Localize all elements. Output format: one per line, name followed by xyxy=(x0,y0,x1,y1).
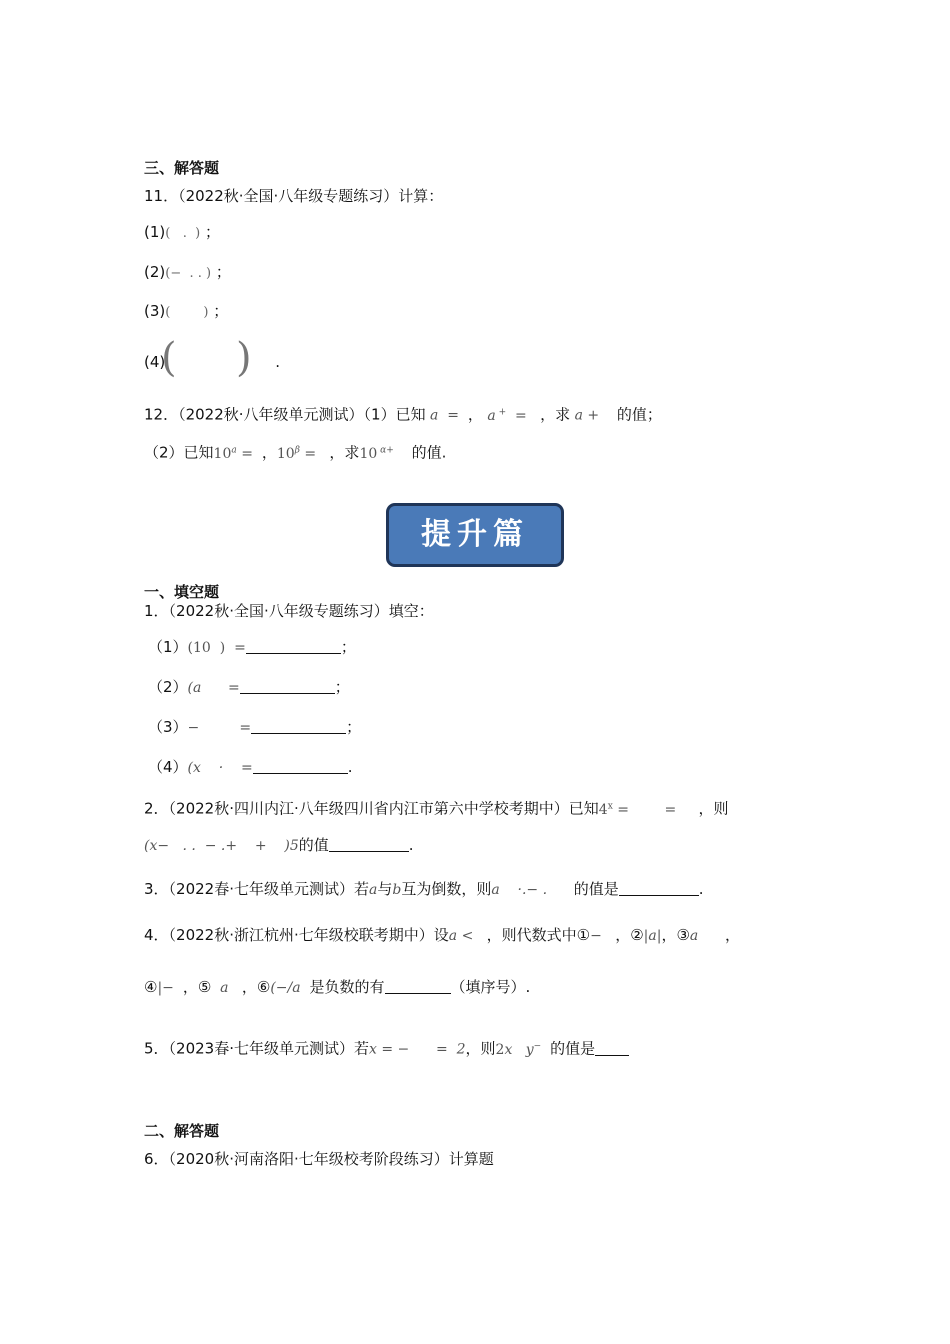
punct: ； xyxy=(346,718,362,736)
fq4-stem: 4．（2022秋·浙江杭州·七年级校联考期中）设 xyxy=(144,926,449,944)
formula-image: $10^a$ = xyxy=(213,445,262,462)
fq2-line-1 xyxy=(144,796,729,820)
formula-image: − xyxy=(590,928,616,944)
formula-image: ( . ) xyxy=(165,226,201,241)
q11-part-1 xyxy=(144,222,220,244)
q6-stem: 6．（2020秋·河南洛阳·七年级校考阶段练习）计算题 xyxy=(144,1150,494,1168)
fq5-tail: 的值是 xyxy=(550,1039,596,1058)
fq2-mid: ，则 xyxy=(698,799,729,818)
fq1-item-2-label: （2） xyxy=(148,678,188,696)
fq1-item-1 xyxy=(148,637,356,658)
formula-image: (x · = xyxy=(187,760,253,776)
punct: ； xyxy=(340,638,356,656)
section-heading-answer: 三、解答题 xyxy=(144,159,220,177)
q12-source: （2022秋·八年级单元测试） xyxy=(178,405,364,424)
q12-p2-end: 的值. xyxy=(411,443,447,462)
q11-part-3 xyxy=(144,301,228,323)
punct: ； xyxy=(334,678,350,696)
fq1-item-3 xyxy=(148,717,361,738)
answer-blank[interactable] xyxy=(253,757,348,774)
section-heading-fill: 一、填空题 xyxy=(144,583,220,601)
fq4-l2-c5: ，⑤ xyxy=(182,978,212,996)
punct: . xyxy=(698,880,704,898)
formula-image: a xyxy=(689,928,725,944)
q11-part-2 xyxy=(144,262,231,284)
punct: . xyxy=(347,758,353,776)
fq4-line-1 xyxy=(144,925,740,946)
q11-part-3-label: (3) xyxy=(144,302,166,320)
fq4-then: ，则代数式中① xyxy=(486,926,591,944)
fq2-line-2 xyxy=(144,835,414,856)
formula-image: ( ) xyxy=(165,305,209,320)
formula-image: (10 ) = xyxy=(187,640,246,656)
fq3-recip: 互为倒数，则 xyxy=(401,880,492,898)
q12-number: 12． xyxy=(144,405,179,424)
punct: ， xyxy=(261,443,277,462)
fq1-item-4 xyxy=(148,757,352,778)
fq1-stem: 1．（2022秋·全国·八年级专题练习）填空： xyxy=(144,602,434,620)
fq5 xyxy=(144,1036,629,1060)
formula-image: (a = xyxy=(187,680,240,696)
answer-blank[interactable] xyxy=(251,717,346,734)
formula-image: a xyxy=(369,882,378,898)
fq1-item-1-label: （1） xyxy=(148,638,188,656)
answer-blank[interactable] xyxy=(329,835,409,852)
punct: . xyxy=(408,836,414,854)
fq1-item-3-label: （3） xyxy=(148,718,188,736)
q11-part-4 xyxy=(144,352,280,372)
fq3-tail: 的值是 xyxy=(573,880,619,898)
fq4-c4: ， xyxy=(724,926,740,944)
fq1-item-2 xyxy=(148,677,350,698)
formula-image: |− xyxy=(157,980,183,996)
punct: ； xyxy=(204,223,220,241)
section-heading-answer-2: 二、解答题 xyxy=(144,1122,220,1140)
q11-stem: 11．（2022秋·全国·八年级专题练习）计算： xyxy=(144,187,444,205)
formula-image: $10^\beta$ = xyxy=(276,445,330,462)
formula-image: b xyxy=(392,882,402,898)
formula-image: 10 $^{\alpha+}$ xyxy=(359,445,394,462)
section-banner: 提升篇 xyxy=(386,503,564,567)
q11-part-1-label: (1) xyxy=(144,223,166,241)
formula-image: a < xyxy=(448,928,487,944)
fq4-l2-c4: ④ xyxy=(144,978,158,996)
q11-part-4-label: (4) xyxy=(144,353,166,371)
formula-image: (− . . ) xyxy=(165,266,212,281)
fq5-then: ，则 xyxy=(465,1039,496,1058)
fq4-c2: ，② xyxy=(615,926,644,944)
q11-part-2-label: (2) xyxy=(144,263,166,281)
formula-image: (−/a xyxy=(270,980,310,996)
formula-image-close-paren: ) xyxy=(236,335,252,381)
fq2-stem: 2．（2022秋·四川内江·八年级四川省内江市第六中学校考期中）已知 xyxy=(144,799,599,818)
formula-image: x = − = 2 xyxy=(369,1041,466,1058)
q12-p1-ask: ，求 xyxy=(540,405,571,424)
fq3-and: 与 xyxy=(377,880,393,898)
fq4-c3: ，③ xyxy=(661,926,690,944)
fq3-stem: 3．（2022春·七年级单元测试）若 xyxy=(144,880,369,898)
q12-p1-intro: （1）已知 xyxy=(363,405,426,424)
punct: ， xyxy=(467,405,483,424)
fq3 xyxy=(144,879,704,900)
fq1-item-4-label: （4） xyxy=(148,758,188,776)
answer-blank[interactable] xyxy=(619,879,699,896)
q12-line-2 xyxy=(144,440,446,464)
formula-image: 2x y− xyxy=(495,1041,542,1058)
formula-image: − = xyxy=(187,720,252,736)
formula-image: a + xyxy=(570,407,617,424)
punct: . xyxy=(275,353,281,371)
formula-image: a ·.− . xyxy=(491,882,574,898)
fq4-note: （填序号）. xyxy=(450,978,531,996)
punct: ； xyxy=(215,263,231,281)
answer-blank[interactable] xyxy=(246,637,341,654)
q12-line-1 xyxy=(144,402,662,426)
formula-image: |a| xyxy=(643,928,662,944)
q12-p2-ask: ，求 xyxy=(329,443,360,462)
q12-p1-end: 的值； xyxy=(616,405,662,424)
formula-image: a xyxy=(211,980,242,996)
fq4-l2-c6: ，⑥ xyxy=(241,978,271,996)
fq4-tail: 是负数的有 xyxy=(309,978,385,996)
formula-image-open-paren: ( xyxy=(161,335,177,381)
formula-image: a + = xyxy=(482,407,541,424)
answer-blank[interactable] xyxy=(595,1039,629,1056)
formula-image: a = xyxy=(425,407,468,424)
formula-image: (x− . . − .+ + )5 xyxy=(144,838,299,854)
answer-blank[interactable] xyxy=(240,677,335,694)
fq4-line-2 xyxy=(144,977,530,998)
q12-p2-intro: （2）已知 xyxy=(144,443,214,462)
fq5-stem: 5．（2023春·七年级单元测试）若 xyxy=(144,1039,369,1058)
answer-blank[interactable] xyxy=(385,977,451,994)
punct: ； xyxy=(213,302,229,320)
fq2-tail: 的值 xyxy=(298,836,329,854)
formula-image: $4^x$ = = xyxy=(598,801,699,818)
